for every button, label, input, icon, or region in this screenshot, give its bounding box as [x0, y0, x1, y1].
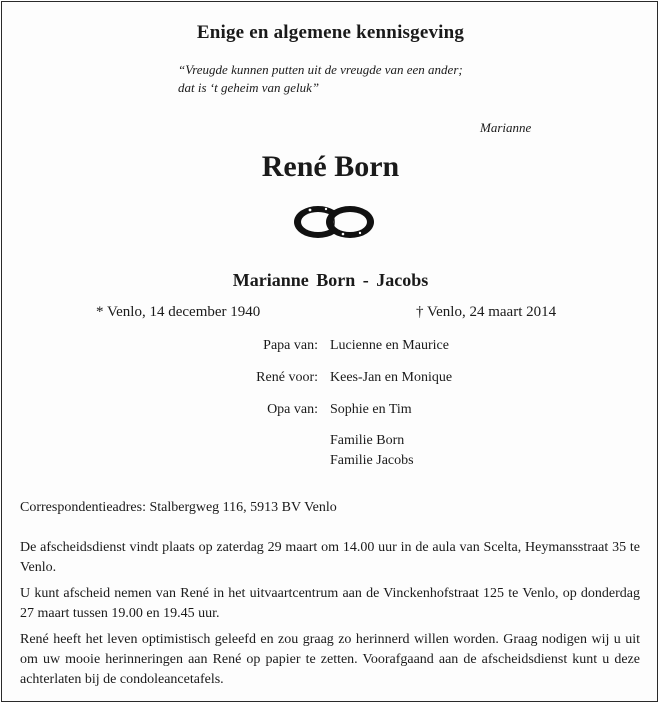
relation-label-rene-voor: René voor: [256, 370, 318, 385]
relation-value-rene-voor: Kees-Jan en Monique [330, 370, 453, 385]
paragraph-viewing: U kunt afscheid nemen van René in het uitvaartcentrum aan de Vinckenhofstraat 125 te Venlo, op donderdag 27 maart tussen 19.00 en 19.45 uur. [20, 586, 640, 621]
relation-label-papa: Papa van: [263, 338, 318, 353]
deceased-name: René Born [261, 150, 400, 183]
family-born: Familie Born [330, 433, 405, 448]
wedding-rings-icon [288, 198, 380, 244]
quote-author: Marianne [480, 120, 532, 135]
quote-line-1: “Vreugde kunnen putten uit de vreugde van een ander; [178, 62, 463, 77]
death-notice-card [1, 1, 658, 702]
relation-value-papa: Lucienne en Maurice [330, 338, 449, 353]
relation-label-opa: Opa van: [267, 402, 318, 417]
relation-value-opa: Sophie en Tim [330, 402, 412, 417]
death-date: † Venlo, 24 maart 2014 [416, 304, 557, 320]
paragraph-service: De afscheidsdienst vindt plaats op zaterdag 29 maart om 14.00 uur in de aula van Scelta, Heymansstraat 35 te Venlo. [20, 540, 640, 575]
notice-heading: Enige en algemene kennisgeving [196, 22, 465, 43]
right-ring [326, 206, 374, 238]
partner-name: Marianne Born - Jacobs [232, 270, 429, 290]
paragraph-memories: René heeft het leven optimistisch geleefd en zou graag zo herinnerd willen worden. Graag nodigen wij u uit om uw mooie herinneringen aan René op papier te zetten. Voorafgaand aan de afscheidsdienst kunt u deze achterlaten bij de condoleancetafels. [20, 632, 640, 687]
quote-line-2: dat is ‘t geheim van geluk” [178, 80, 320, 95]
birth-date: * Venlo, 14 december 1940 [96, 304, 261, 320]
family-jacobs: Familie Jacobs [330, 453, 414, 468]
correspondence-address: Correspondentieadres: Stalbergweg 116, 5913 BV Venlo [20, 500, 337, 515]
